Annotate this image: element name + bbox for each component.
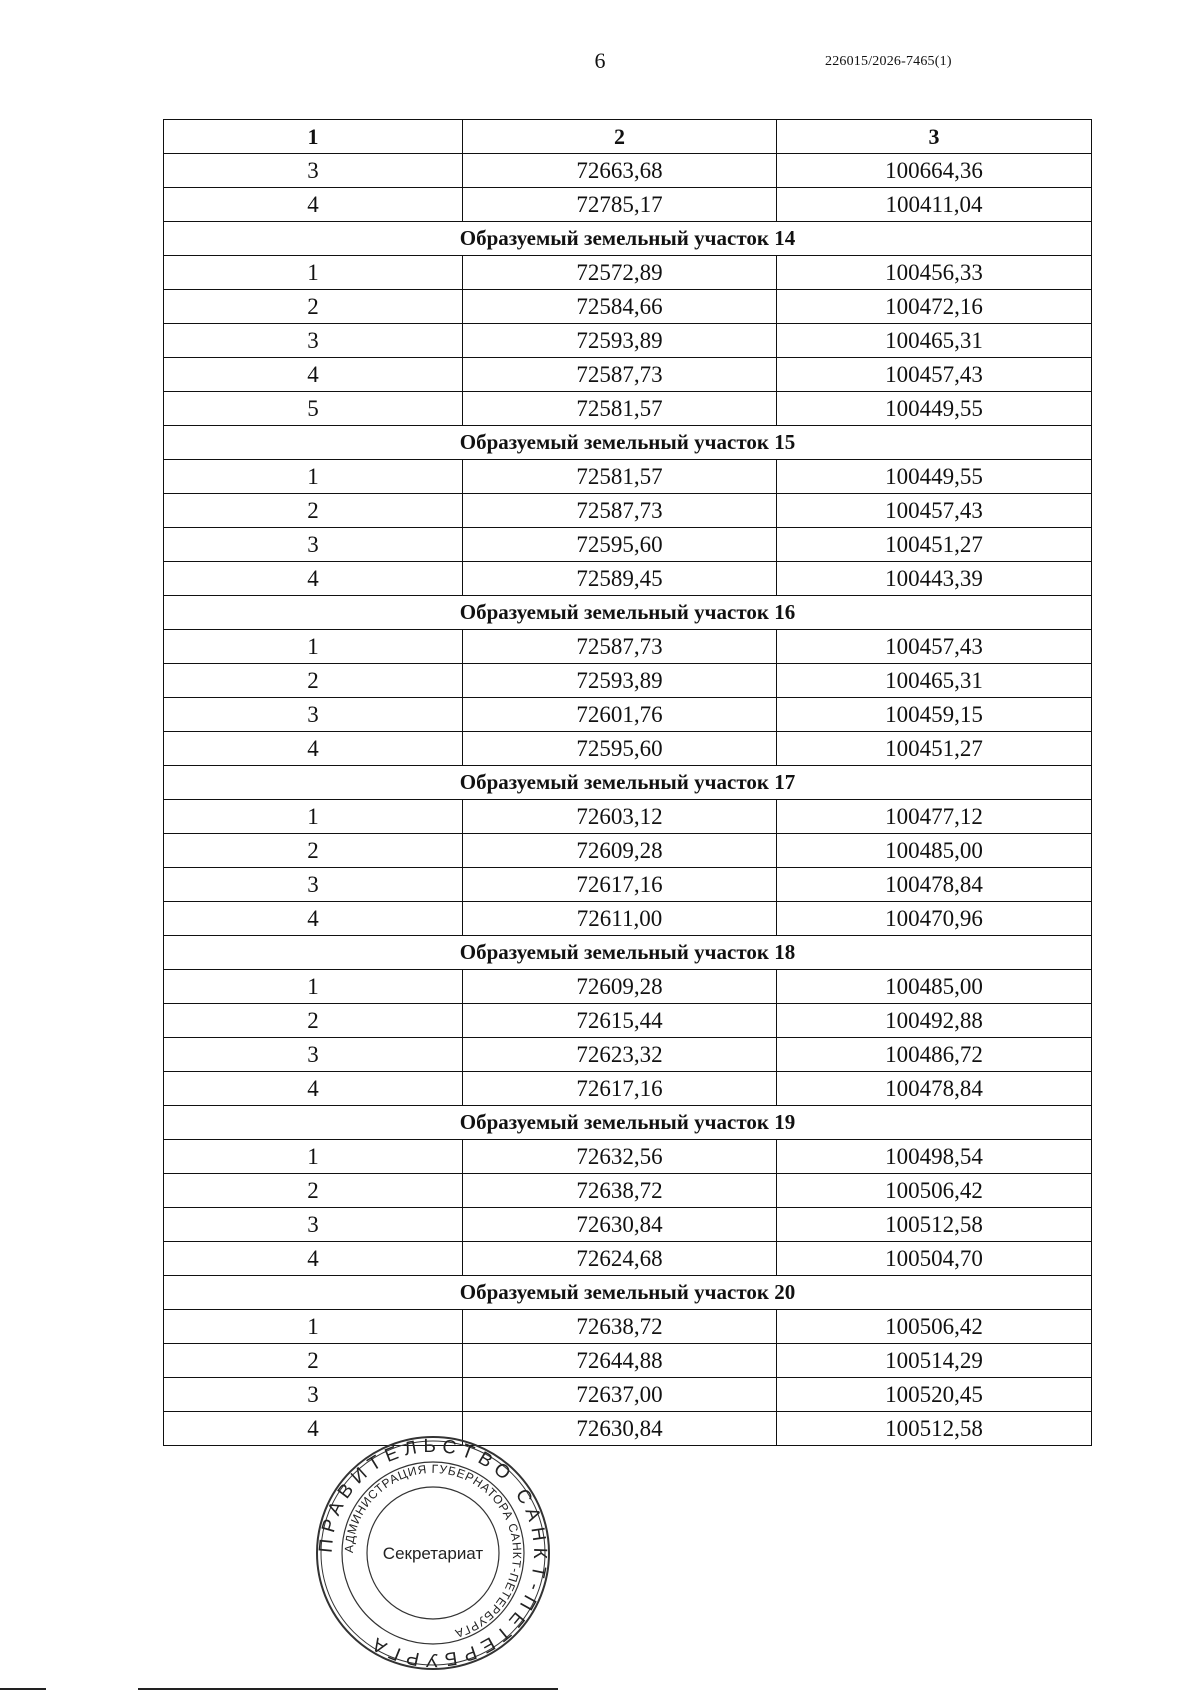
point-number-cell: 2 <box>164 494 463 528</box>
y-coordinate-cell: 100456,33 <box>777 256 1092 290</box>
y-coordinate-cell: 100504,70 <box>777 1242 1092 1276</box>
y-coordinate-cell: 100506,42 <box>777 1174 1092 1208</box>
official-stamp <box>313 1433 553 1673</box>
x-coordinate-cell: 72663,68 <box>463 154 777 188</box>
y-coordinate-cell: 100465,31 <box>777 664 1092 698</box>
section-row <box>164 222 1092 256</box>
bottom-rule-left <box>0 1688 46 1690</box>
table-body <box>164 154 1092 1446</box>
table-row <box>164 902 1092 936</box>
x-coordinate-cell: 72587,73 <box>463 630 777 664</box>
table-row <box>164 1140 1092 1174</box>
point-number-cell: 1 <box>164 256 463 290</box>
y-coordinate-cell: 100472,16 <box>777 290 1092 324</box>
section-title: Образуемый земельный участок 19 <box>164 1106 1092 1140</box>
x-coordinate-cell: 72581,57 <box>463 460 777 494</box>
y-coordinate-cell: 100459,15 <box>777 698 1092 732</box>
x-coordinate-cell: 72623,32 <box>463 1038 777 1072</box>
x-coordinate-cell: 72785,17 <box>463 188 777 222</box>
x-coordinate-cell: 72624,68 <box>463 1242 777 1276</box>
table-row <box>164 698 1092 732</box>
table-row <box>164 562 1092 596</box>
table-row <box>164 732 1092 766</box>
point-number-cell: 4 <box>164 1242 463 1276</box>
x-coordinate-cell: 72593,89 <box>463 664 777 698</box>
column-header-1: 1 <box>164 120 463 154</box>
table-row <box>164 1242 1092 1276</box>
x-coordinate-cell: 72601,76 <box>463 698 777 732</box>
y-coordinate-cell: 100485,00 <box>777 970 1092 1004</box>
header-row <box>164 120 1092 154</box>
x-coordinate-cell: 72638,72 <box>463 1310 777 1344</box>
y-coordinate-cell: 100457,43 <box>777 630 1092 664</box>
section-row <box>164 936 1092 970</box>
y-coordinate-cell: 100512,58 <box>777 1412 1092 1446</box>
point-number-cell: 4 <box>164 188 463 222</box>
x-coordinate-cell: 72572,89 <box>463 256 777 290</box>
table-row <box>164 664 1092 698</box>
point-number-cell: 2 <box>164 1004 463 1038</box>
section-row <box>164 426 1092 460</box>
column-header-2: 2 <box>463 120 777 154</box>
x-coordinate-cell: 72595,60 <box>463 528 777 562</box>
section-title: Образуемый земельный участок 15 <box>164 426 1092 460</box>
y-coordinate-cell: 100449,55 <box>777 460 1092 494</box>
table-row <box>164 528 1092 562</box>
y-coordinate-cell: 100498,54 <box>777 1140 1092 1174</box>
x-coordinate-cell: 72638,72 <box>463 1174 777 1208</box>
table-row <box>164 324 1092 358</box>
y-coordinate-cell: 100486,72 <box>777 1038 1092 1072</box>
section-row <box>164 766 1092 800</box>
coordinates-table <box>163 119 1092 1446</box>
section-title: Образуемый земельный участок 18 <box>164 936 1092 970</box>
table-row <box>164 290 1092 324</box>
y-coordinate-cell: 100451,27 <box>777 732 1092 766</box>
x-coordinate-cell: 72630,84 <box>463 1208 777 1242</box>
bottom-rule-middle <box>138 1688 558 1690</box>
table-row <box>164 800 1092 834</box>
stamp-center-text: Секретариат <box>382 1544 484 1563</box>
section-title: Образуемый земельный участок 20 <box>164 1276 1092 1310</box>
stamp-inner-text: АДМИНИСТРАЦИЯ ГУБЕРНАТОРА САНКТ-ПЕТЕРБУРГА <box>341 1461 525 1641</box>
table-header <box>164 120 1092 154</box>
y-coordinate-cell: 100664,36 <box>777 154 1092 188</box>
stamp-outer-text: ПРАВИТЕЛЬСТВО САНКТ-ПЕТЕРБУРГА <box>315 1435 551 1671</box>
y-coordinate-cell: 100520,45 <box>777 1378 1092 1412</box>
table-row <box>164 1072 1092 1106</box>
y-coordinate-cell: 100465,31 <box>777 324 1092 358</box>
x-coordinate-cell: 72587,73 <box>463 358 777 392</box>
y-coordinate-cell: 100457,43 <box>777 494 1092 528</box>
y-coordinate-cell: 100411,04 <box>777 188 1092 222</box>
point-number-cell: 1 <box>164 800 463 834</box>
point-number-cell: 4 <box>164 562 463 596</box>
section-row <box>164 596 1092 630</box>
table-row <box>164 1412 1092 1446</box>
x-coordinate-cell: 72584,66 <box>463 290 777 324</box>
point-number-cell: 2 <box>164 664 463 698</box>
x-coordinate-cell: 72644,88 <box>463 1344 777 1378</box>
y-coordinate-cell: 100477,12 <box>777 800 1092 834</box>
x-coordinate-cell: 72611,00 <box>463 902 777 936</box>
y-coordinate-cell: 100512,58 <box>777 1208 1092 1242</box>
x-coordinate-cell: 72581,57 <box>463 392 777 426</box>
x-coordinate-cell: 72615,44 <box>463 1004 777 1038</box>
table-row <box>164 154 1092 188</box>
table-row <box>164 1310 1092 1344</box>
point-number-cell: 2 <box>164 290 463 324</box>
point-number-cell: 3 <box>164 528 463 562</box>
x-coordinate-cell: 72637,00 <box>463 1378 777 1412</box>
point-number-cell: 2 <box>164 834 463 868</box>
table-row <box>164 1378 1092 1412</box>
point-number-cell: 3 <box>164 154 463 188</box>
point-number-cell: 4 <box>164 1412 463 1446</box>
table-row <box>164 1344 1092 1378</box>
y-coordinate-cell: 100457,43 <box>777 358 1092 392</box>
section-title: Образуемый земельный участок 16 <box>164 596 1092 630</box>
point-number-cell: 3 <box>164 1208 463 1242</box>
point-number-cell: 4 <box>164 1072 463 1106</box>
x-coordinate-cell: 72617,16 <box>463 868 777 902</box>
section-title: Образуемый земельный участок 17 <box>164 766 1092 800</box>
x-coordinate-cell: 72632,56 <box>463 1140 777 1174</box>
y-coordinate-cell: 100514,29 <box>777 1344 1092 1378</box>
x-coordinate-cell: 72587,73 <box>463 494 777 528</box>
x-coordinate-cell: 72593,89 <box>463 324 777 358</box>
column-header-3: 3 <box>777 120 1092 154</box>
table-row <box>164 630 1092 664</box>
point-number-cell: 3 <box>164 1378 463 1412</box>
y-coordinate-cell: 100492,88 <box>777 1004 1092 1038</box>
table-row <box>164 460 1092 494</box>
point-number-cell: 3 <box>164 868 463 902</box>
point-number-cell: 1 <box>164 630 463 664</box>
document-number: 226015/2026-7465(1) <box>825 54 952 69</box>
section-row <box>164 1276 1092 1310</box>
table-row <box>164 188 1092 222</box>
point-number-cell: 1 <box>164 460 463 494</box>
x-coordinate-cell: 72589,45 <box>463 562 777 596</box>
table-row <box>164 1174 1092 1208</box>
x-coordinate-cell: 72609,28 <box>463 834 777 868</box>
section-row <box>164 1106 1092 1140</box>
y-coordinate-cell: 100485,00 <box>777 834 1092 868</box>
y-coordinate-cell: 100443,39 <box>777 562 1092 596</box>
table-row <box>164 834 1092 868</box>
x-coordinate-cell: 72617,16 <box>463 1072 777 1106</box>
table-row <box>164 256 1092 290</box>
table-row <box>164 1004 1092 1038</box>
y-coordinate-cell: 100449,55 <box>777 392 1092 426</box>
point-number-cell: 1 <box>164 1310 463 1344</box>
point-number-cell: 2 <box>164 1344 463 1378</box>
table-row <box>164 392 1092 426</box>
x-coordinate-cell: 72595,60 <box>463 732 777 766</box>
point-number-cell: 1 <box>164 1140 463 1174</box>
point-number-cell: 3 <box>164 324 463 358</box>
point-number-cell: 4 <box>164 732 463 766</box>
x-coordinate-cell: 72630,84 <box>463 1412 777 1446</box>
table-row <box>164 1208 1092 1242</box>
section-title: Образуемый земельный участок 14 <box>164 222 1092 256</box>
y-coordinate-cell: 100506,42 <box>777 1310 1092 1344</box>
table-row <box>164 970 1092 1004</box>
y-coordinate-cell: 100451,27 <box>777 528 1092 562</box>
table-row <box>164 358 1092 392</box>
point-number-cell: 4 <box>164 358 463 392</box>
point-number-cell: 1 <box>164 970 463 1004</box>
x-coordinate-cell: 72609,28 <box>463 970 777 1004</box>
table-row <box>164 1038 1092 1072</box>
point-number-cell: 5 <box>164 392 463 426</box>
point-number-cell: 3 <box>164 698 463 732</box>
table-row <box>164 868 1092 902</box>
table-row <box>164 494 1092 528</box>
y-coordinate-cell: 100470,96 <box>777 902 1092 936</box>
point-number-cell: 2 <box>164 1174 463 1208</box>
point-number-cell: 4 <box>164 902 463 936</box>
y-coordinate-cell: 100478,84 <box>777 1072 1092 1106</box>
y-coordinate-cell: 100478,84 <box>777 868 1092 902</box>
point-number-cell: 3 <box>164 1038 463 1072</box>
x-coordinate-cell: 72603,12 <box>463 800 777 834</box>
page-number: 6 <box>594 48 606 73</box>
